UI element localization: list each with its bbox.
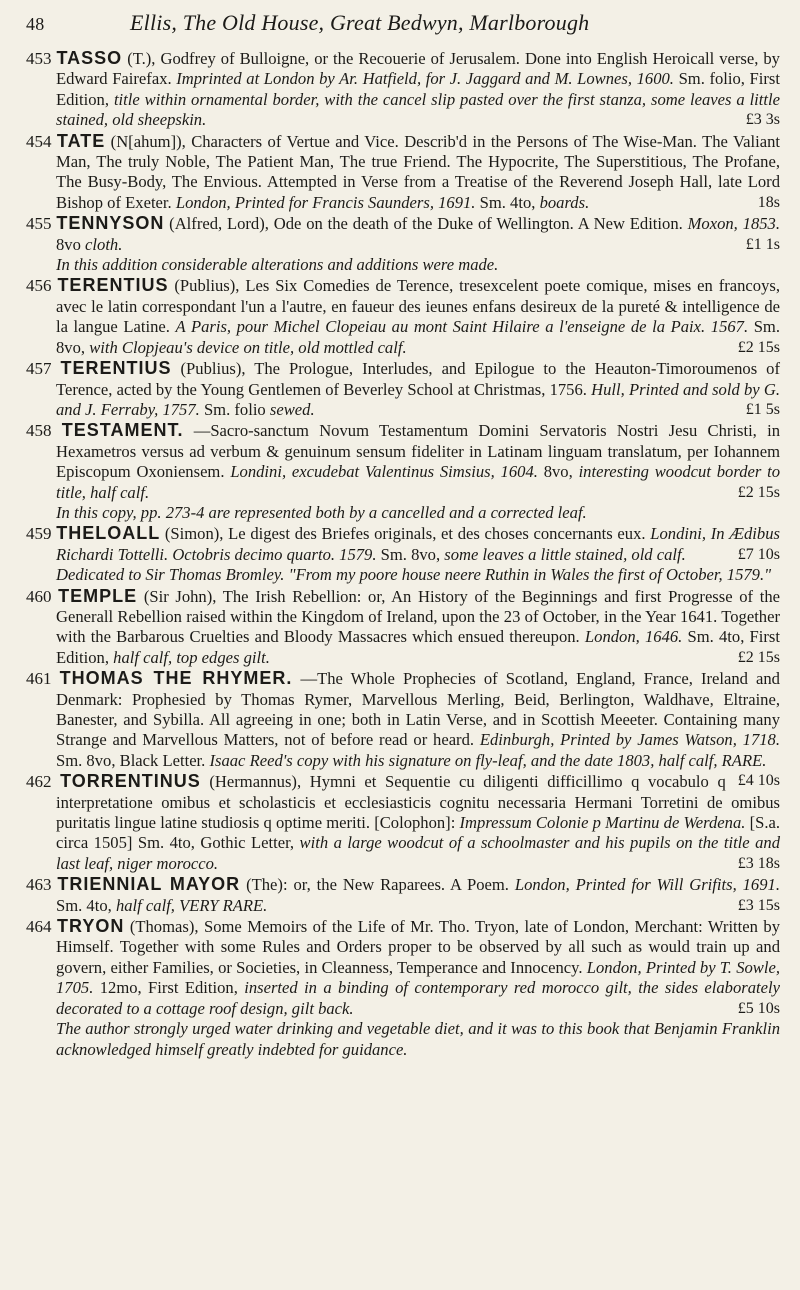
catalogue-entry <box>26 586 780 669</box>
entry-description: (Publius), The Prologue, Interludes, and Epilogue to the Heauton-Timoroumenos of Terence, acted by the Young Gentlemen of Beverley School at Christmas, 1756. <box>56 359 780 399</box>
entry-description: —Sacro-sanctum Novum Testamentum Domini Servatoris Nostri Jesu Christi, in Hexametros versus ad verbum & genuinum sensum fideliter in Latinam linguam translatum, per Iohannem Episcopum Oxoniensem. <box>56 421 781 482</box>
catalogue-entry <box>26 48 780 131</box>
entry-description: (Sir John), The Irish Rebellion: or, An History of the Beginnings and first Progresse of the Generall Rebellion raised within the Kingdom of Ireland, upon the 23 of October, in the Year 1641. Together with the Barbarous Cruelties and Bloody Massacres which ensued thereupon. <box>56 586 780 647</box>
entry-condition-note: half calf, VERY RARE. <box>115 895 268 915</box>
catalogue-entry <box>26 523 780 585</box>
running-title: Ellis, The Old House, Great Bedwyn, Marlborough <box>130 10 590 35</box>
entry-description: (Hermannus), Hymni et Sequentie cu diligenti difficillimo q vocabulo q interpretatione omibus et scholasticis et ecclesiasticis cognitu necessaria Hermani Torretini de omibus puritatis lingue latine studiosis q optime meriti. [Colophon]: <box>56 772 780 833</box>
entry-imprint: London, Printed for Francis Saunders, 1691. <box>175 192 476 212</box>
entry-description: (N[ahum]), Characters of Vertue and Vice. Describ'd in the Persons of The Wise-Man. The Valiant Man, The truly Noble, The Patient Man, The true Friend. The Hypocrite, The Superstitious, The Profane, The Busy-Body, The Envious. Attempted in Verse from a Treatise of the Reverend Joseph Hall, late Lord Bishop of Exeter. <box>56 131 780 212</box>
entry-description: (T.), Godfrey of Bulloigne, or the Recouerie of Jerusalem. Done into English Heroicall verse, by Edward Fairefax. <box>56 49 780 89</box>
entry-heading: THELOALL <box>56 523 161 544</box>
entry-imprint: Hull, Printed and sold by G. and J. Ferraby, 1757. <box>56 379 780 419</box>
entry-heading: TERENTIUS <box>57 275 169 296</box>
entry-number: 461 <box>26 669 52 689</box>
entry-number: 455 <box>26 214 52 234</box>
entry-heading: TASSO <box>56 48 123 68</box>
entry-number: 453 <box>26 49 52 68</box>
entry-imprint: Moxon, 1853. <box>687 214 780 234</box>
entry-price: £2 15s <box>737 483 780 501</box>
entry-imprint: A Paris, pour Michel Clopeiau au mont Saint Hilaire a l'enseigne de la Paix. 1567. <box>175 317 749 337</box>
entry-price: £5 10s <box>737 999 780 1017</box>
entry-number: 457 <box>26 359 52 379</box>
entry-price: £2 15s <box>737 648 780 666</box>
entry-number: 456 <box>26 276 52 296</box>
entry-condition-note: title within ornamental border, with the cancel slip pasted over the first stanza, some leaves a little stained, old sheepskin. <box>56 89 780 130</box>
entry-number: 462 <box>26 772 52 792</box>
entry-description: —The Whole Prophecies of Scotland, England, France, Ireland and Denmark: Prophesied by Thomas Rymer, Marvellous Merling, Beid, Berlington, Waldhave, Eltraine, Banester, and Sybilla. All agreeing in one; both in Latin Verse, and in Scottish Meeeter. Containing many Strange and Marvellous Matters, not of before read or heard. <box>56 669 780 750</box>
entry-condition-note: some leaves a little stained, old calf. <box>444 544 686 564</box>
entry-format: [S.a. circa 1505] Sm. 4to, Gothic Letter, <box>56 813 781 853</box>
entry-number: 464 <box>26 917 52 937</box>
entry-condition-note: interesting woodcut border to title, half calf. <box>56 462 781 502</box>
entry-heading: TEMPLE <box>58 585 138 606</box>
entry-price: £3 3s <box>745 111 780 129</box>
entry-imprint: London, Printed for Will Grifits, 1691. <box>514 875 780 895</box>
entry-price: £2 15s <box>737 338 780 356</box>
catalogue-entry <box>26 213 780 275</box>
entry-description: (Publius), Les Six Comedies de Terence, tresexcelent poete comique, mises en francoys, avec le latin correspondant l'un a l'autre, en faueur des ieunes enfans desireux de la pureté & intelligence de la langue Latine. <box>56 276 781 337</box>
entry-number: 463 <box>26 875 52 895</box>
entry-imprint: Edinburgh, Printed by James Watson, 1718. <box>479 730 780 750</box>
catalogue-entry <box>26 275 780 358</box>
entry-heading: THOMAS THE RHYMER. <box>59 668 293 689</box>
running-header <box>26 10 780 48</box>
entry-condition-note: inserted in a binding of contemporary red morocco gilt, the sides elaborately decorated to a cottage roof design, gilt back. <box>56 978 780 1018</box>
entry-format: Sm. 8vo, <box>380 544 441 564</box>
entry-condition-note: with a large woodcut of a schoolmaster and his pupils on the title and last leaf, niger morocco. <box>56 833 780 873</box>
entry-format: Sm. 8vo, Black Letter. <box>56 750 206 770</box>
entry-imprint: Imprinted at London by Ar. Hatfield, for J. Jaggard and M. Lownes, 1600. <box>176 69 674 89</box>
entry-format: Sm. 4to, <box>479 192 536 212</box>
entry-number: 458 <box>26 421 52 441</box>
entry-format: Sm. folio <box>203 399 266 419</box>
entry-price: £1 1s <box>745 235 780 253</box>
entry-heading: TRYON <box>57 916 125 937</box>
entry-condition-note: sewed. <box>269 399 315 419</box>
catalogue-entries <box>26 48 780 1060</box>
entry-number: 459 <box>26 524 52 544</box>
entry-format: Sm. 4to, First Edition, <box>56 627 780 667</box>
entry-condition-note: Isaac Reed's copy with his signature on fly-leaf, and the date 1803, half calf, RARE. <box>209 750 767 770</box>
entry-heading: TENNYSON <box>56 213 165 234</box>
entry-description: (Alfred, Lord), Ode on the death of the Duke of Wellington. A New Edition. <box>169 214 683 234</box>
entry-annotation: In this addition considerable alterations and additions were made. <box>56 255 499 275</box>
entry-condition-note: boards. <box>539 192 590 212</box>
entry-imprint: Londini, excudebat Valentinus Simsius, 1604. <box>230 462 538 482</box>
entry-price: £3 15s <box>737 896 780 914</box>
entry-price: £3 18s <box>737 854 780 872</box>
entry-heading: TERENTIUS <box>60 358 172 379</box>
entry-number: 460 <box>26 586 52 606</box>
catalogue-entry <box>26 420 780 523</box>
entry-imprint: Impressum Colonie p Martinu de Werdena. <box>459 813 746 833</box>
entry-annotation: In this copy, pp. 273-4 are represented both by a cancelled and a corrected leaf. <box>56 502 587 522</box>
entry-heading: TORRENTINUS <box>60 771 201 792</box>
entry-heading: TRIENNIAL MAYOR <box>57 874 241 895</box>
entry-description: (Thomas), Some Memoirs of the Life of Mr. Tho. Tryon, late of London, Merchant: Written by Himself. Together with some Rules and Orders proper to be observed by all such as would train up and govern, either Families, or Societies, in Cleanness, Temperance and Innocency. <box>56 917 781 977</box>
entry-description: (Simon), Le digest des Briefes originals, et des choses concernants eux. <box>164 524 646 544</box>
entry-annotation: The author strongly urged water drinking and vegetable diet, and it was to this book that Benjamin Franklin acknowledged himself greatly indebted for guidance. <box>56 1019 780 1059</box>
entry-condition-note: with Clopjeau's device on title, old mottled calf. <box>89 337 407 357</box>
entry-format: 8vo, <box>543 462 573 482</box>
entry-imprint: Londini, In Ædibus Richardi Tottelli. Octobris decimo quarto. 1579. <box>56 524 780 564</box>
entry-annotation: Dedicated to Sir Thomas Bromley. "From my poore house neere Ruthin in Wales the first of October, 1579." <box>56 565 772 585</box>
entry-imprint: London, 1646. <box>584 627 683 647</box>
page-number: 48 <box>26 14 45 34</box>
entry-format: 8vo <box>56 234 81 254</box>
entry-description: (The): or, the New Raparees. A Poem. <box>246 875 509 895</box>
catalogue-entry <box>26 916 780 1060</box>
entry-imprint: London, Printed by T. Sowle, 1705. <box>56 957 780 998</box>
entry-format: Sm. folio, First Edition, <box>56 69 780 109</box>
entry-price: 18s <box>757 193 780 211</box>
catalogue-entry <box>26 358 780 420</box>
entry-heading: TESTAMENT. <box>61 420 184 441</box>
entry-format: Sm. 8vo, <box>56 317 780 357</box>
entry-heading: TATE <box>56 130 106 151</box>
entry-condition-note: cloth. <box>85 234 123 254</box>
entry-price: £1 5s <box>745 400 780 418</box>
entry-price: £7 10s <box>737 545 780 563</box>
catalogue-entry <box>26 874 780 916</box>
entry-number: 454 <box>26 131 52 151</box>
entry-format: Sm. 4to, <box>56 895 112 915</box>
entry-format: 12mo, First Edition, <box>99 978 238 998</box>
catalogue-entry <box>26 771 780 874</box>
catalogue-entry <box>26 131 780 214</box>
entry-condition-note: half calf, top edges gilt. <box>113 647 270 667</box>
entry-price: £4 10s <box>737 772 780 790</box>
